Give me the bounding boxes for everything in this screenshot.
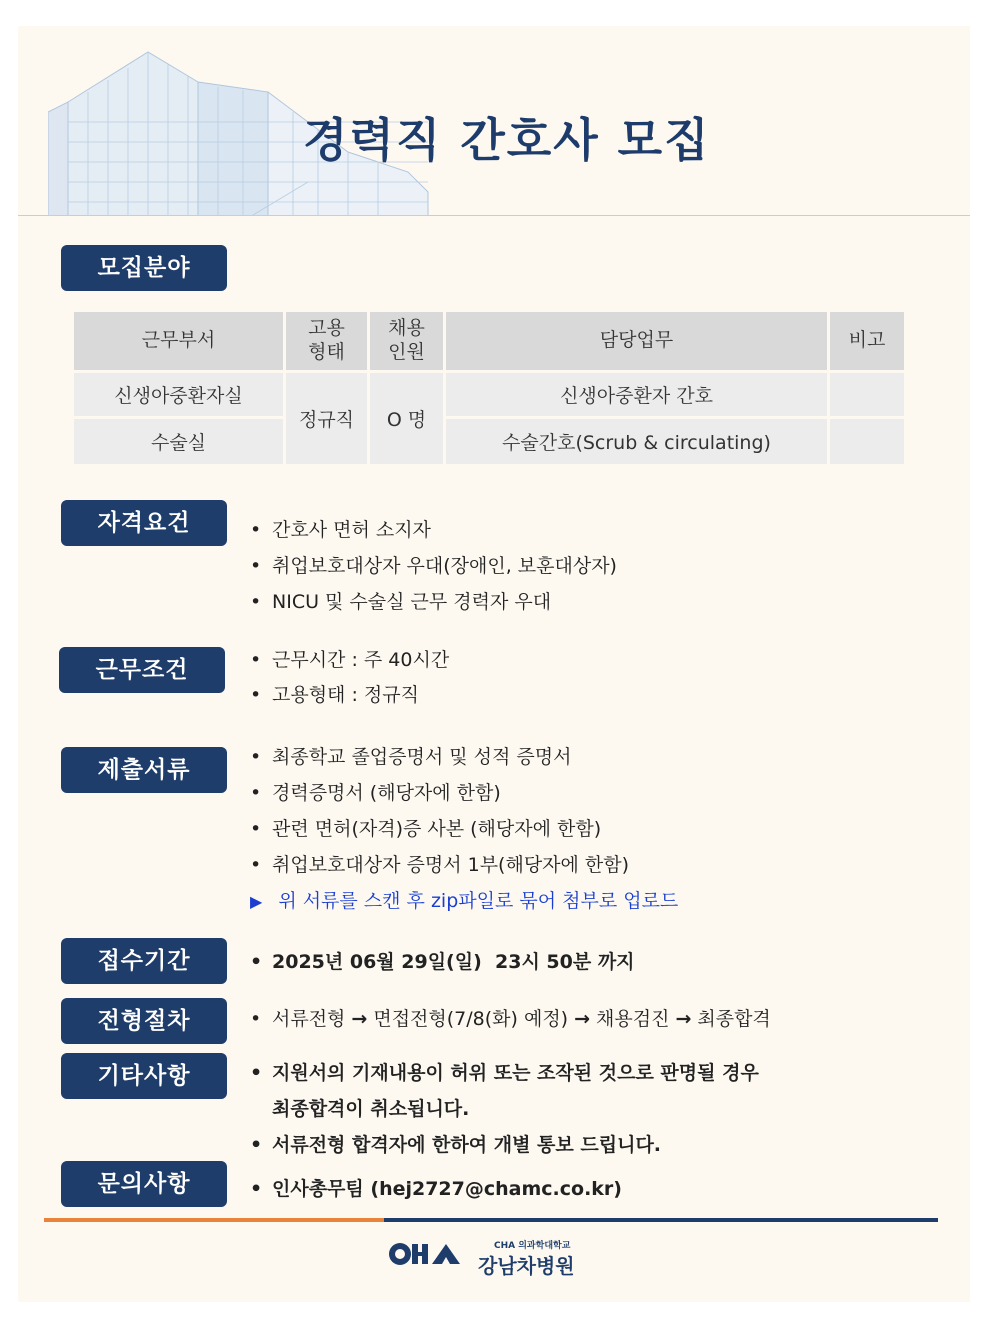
play-triangle-icon: ▶	[250, 892, 263, 911]
list-item: • 근무시간 : 주 40시간	[250, 643, 449, 678]
list-item: • 고용형태 : 정규직	[250, 678, 449, 713]
section-label-recruit: 모집분야	[61, 245, 227, 291]
table-row	[74, 370, 904, 416]
arrow-right-icon: →	[351, 1008, 368, 1030]
logo-name: 강남차병원	[478, 1254, 575, 1278]
arrow-right-icon: →	[574, 1008, 591, 1030]
list-item: • 취업보호대상자 우대(장애인, 보훈대상자)	[250, 548, 617, 584]
process-step: 서류전형	[272, 1008, 346, 1030]
process-steps	[250, 1001, 771, 1037]
cell-dept: 신생아중환자실	[74, 370, 286, 416]
header	[18, 26, 970, 216]
list-item: • 인사총무팀 (hej2727@chamc.co.kr)	[250, 1171, 622, 1207]
contact-list	[250, 1171, 622, 1207]
cell-employment-type: 정규직	[286, 370, 370, 464]
etc-list	[250, 1055, 759, 1163]
section-label-contact: 문의사항	[61, 1161, 227, 1207]
list-item: • 간호사 면허 소지자	[250, 512, 617, 548]
list-item: • 경력증명서 (해당자에 한함)	[250, 775, 629, 811]
cell-remark	[830, 370, 904, 416]
documents-note	[250, 886, 678, 913]
section-label-documents: 제출서류	[61, 747, 227, 793]
recruitment-poster	[18, 26, 970, 1302]
section-label-qualifications: 자격요건	[61, 500, 227, 546]
recruit-table	[74, 312, 904, 464]
footer-divider	[44, 1218, 938, 1222]
section-label-etc: 기타사항	[61, 1053, 227, 1099]
cell-count: O 명	[370, 370, 446, 464]
process-list	[250, 1001, 771, 1037]
section-label-conditions: 근무조건	[59, 647, 225, 693]
header-dept: 근무부서	[74, 312, 286, 370]
cell-dept: 수술실	[74, 416, 286, 464]
list-item: • 서류전형 합격자에 한하여 개별 통보 드립니다.	[250, 1127, 759, 1163]
logo-subtitle: CHA 의과학대학교	[494, 1241, 571, 1251]
list-item: • 취업보호대상자 증명서 1부(해당자에 한함)	[250, 847, 629, 883]
documents-list	[250, 739, 629, 883]
list-item: • 관련 면허(자격)증 사본 (해당자에 한함)	[250, 811, 629, 847]
qualifications-list	[250, 512, 617, 620]
header-remark: 비고	[830, 312, 904, 370]
cell-duty: 신생아중환자 간호	[446, 370, 830, 416]
process-step: 최종합격	[697, 1008, 771, 1030]
section-label-period: 접수기간	[61, 938, 227, 984]
header-employment-type: 고용 형태	[286, 312, 370, 370]
list-item: • 2025년 06월 29일(일) 23시 50분 까지	[250, 944, 635, 980]
table-row	[74, 416, 904, 464]
list-item: • 지원서의 기재내용이 허위 또는 조작된 것으로 판명될 경우 최종합격이 취소됩니다.	[250, 1055, 759, 1127]
arrow-right-icon: →	[675, 1008, 692, 1030]
process-step: 면접전형(7/8(화) 예정)	[373, 1008, 569, 1030]
page-title: 경력직 간호사 모집	[303, 113, 711, 167]
table-header-row	[74, 312, 904, 370]
conditions-list	[250, 643, 449, 713]
cha-logo-icon	[388, 1240, 464, 1268]
header-count: 채용 인원	[370, 312, 446, 370]
list-item: • 최종학교 졸업증명서 및 성적 증명서	[250, 739, 629, 775]
process-step: 채용검진	[596, 1008, 670, 1030]
header-duty: 담당업무	[446, 312, 830, 370]
documents-note-text: 위 서류를 스캔 후 zip파일로 묶어 첨부로 업로드	[278, 890, 679, 912]
period-list	[250, 944, 635, 980]
list-item: • NICU 및 수술실 근무 경력자 우대	[250, 584, 617, 620]
cell-remark	[830, 416, 904, 464]
section-label-process: 전형절차	[61, 998, 227, 1044]
cell-duty: 수술간호(Scrub & circulating)	[446, 416, 830, 464]
